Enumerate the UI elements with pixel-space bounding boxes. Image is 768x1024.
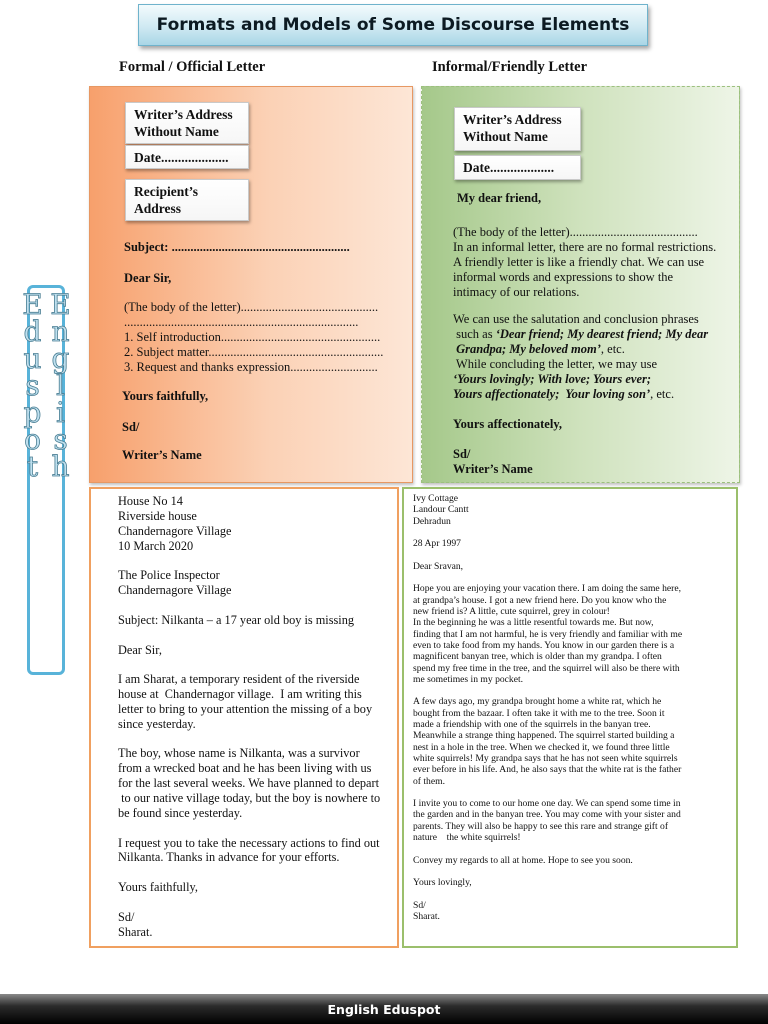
letter-line: bought from the bazaar. I often take it with me to the tree. Soon it [413, 707, 665, 719]
informal-body-line: informal words and expressions to show the [453, 270, 674, 284]
letter-line: Dear Sir, [118, 642, 162, 657]
letter-line: Landour Cantt [413, 504, 469, 516]
letter-line: parents. They will also be happy to see this rare and strange gift of [413, 820, 669, 832]
date-box [125, 145, 249, 169]
footer-text: English Eduspot [327, 1001, 441, 1017]
phrase-line [453, 342, 625, 357]
formal-body-line: (The body of the letter)............................................ [124, 300, 379, 314]
page-title: Formats and Models of Some Discourse Elements [156, 15, 630, 35]
letter-line: letter to bring to your attention the missing of a boy [118, 701, 373, 716]
letter-line: be found since yesterday. [118, 805, 243, 820]
letter-line: house at Chandernagor village. I am writing this [118, 687, 362, 702]
recipient-address-line-1: Recipient’s [134, 184, 198, 199]
salutation-examples: ‘Dear friend; My dearest friend; My dear [495, 327, 709, 341]
letter-line: even to take food from my hands. You know in our garden there is a [413, 639, 675, 651]
writer-address-line-2: Without Name [463, 129, 548, 144]
letter-line: Chandernagore Village [118, 523, 232, 538]
letter-line: from a wrecked boat and he has been living with us [118, 761, 372, 776]
letter-line: magnificent banyan tree, which is older than my grandpa. I often [413, 651, 662, 663]
informal-column-heading: Informal/Friendly Letter [432, 59, 588, 75]
writer-address-line-2: Without Name [134, 124, 219, 139]
formal-sd: Sd/ [122, 420, 140, 434]
page-title-banner [138, 4, 648, 46]
informal-closing: Yours affectionately, [453, 417, 563, 431]
letter-line: A few days ago, my grandpa brought home a white rat, which he [413, 696, 662, 708]
letter-line: Sd/ [118, 909, 135, 924]
letter-line: of them. [413, 775, 445, 787]
formal-list-item: 2. Subject matter........................................................ [124, 345, 384, 359]
writer-address-box [125, 102, 249, 144]
formal-format-panel [89, 86, 413, 483]
letter-line: new friend is? A little, cute squirrel, grey in colour! [413, 606, 610, 617]
letter-line: Dear Sravan, [413, 560, 464, 572]
letter-line: white squirrels! My grandpa says that he has not seen white squirrels [413, 752, 678, 764]
letter-line: Chandernagore Village [118, 583, 232, 598]
informal-greeting: My dear friend, [457, 191, 542, 205]
letter-line: Meanwhile a strange thing happened. The squirrel started building a [413, 730, 675, 742]
letter-line: I request you to take the necessary actions to find out [118, 835, 380, 850]
letter-line: Sd/ [413, 899, 426, 911]
letter-line: nest in a hole in the tree. When we checked it, we found three little [413, 741, 670, 753]
phrase-text: , etc. [600, 342, 625, 356]
letter-line: Convey my regards to all at home. Hope to see you soon. [413, 854, 633, 866]
letter-line: I invite you to come to our home one day. We can spend some time in [413, 798, 681, 810]
letter-line: Riverside house [118, 508, 197, 523]
letter-line: made a friendship with one of the squirrels in the banyan tree. [413, 719, 651, 730]
side-label-box [16, 285, 77, 675]
footer-bar [0, 994, 768, 1024]
writer-address-line-1: Writer’s Address [463, 112, 562, 127]
informal-body-line: In an informal letter, there are no formal restrictions. [453, 240, 717, 254]
letter-line: to our native village today, but the boy is nowhere to [118, 791, 381, 805]
formal-list-item: 3. Request and thanks expression............................ [124, 360, 378, 374]
date-label: Date................... [463, 160, 555, 175]
letter-line: 10 March 2020 [118, 538, 194, 553]
letter-line: Yours lovingly, [413, 877, 472, 889]
formal-writer-name: Writer’s Name [122, 448, 202, 462]
formal-list-item: 1. Self introduction................................................... [124, 330, 381, 344]
letter-line: Hope you are enjoying your vacation there. I am doing the same here, [413, 583, 681, 595]
phrase-text: While concluding the letter, we may use [453, 357, 658, 371]
letter-line: since yesterday. [118, 716, 196, 731]
letter-line: House No 14 [118, 494, 183, 508]
phrase-text: such as [453, 327, 496, 341]
letter-line: Nilkanta. Thanks in advance for your efforts. [118, 850, 340, 865]
informal-sd: Sd/ [453, 447, 471, 461]
informal-format-panel [421, 86, 740, 483]
formal-dots-line: ........................................................................... [124, 315, 359, 329]
subject-line: Subject: ......................................................... [124, 240, 350, 254]
informal-letter-sample [402, 487, 738, 948]
letter-line: I am Sharat, a temporary resident of the riverside [118, 672, 360, 687]
letter-line: spend my free time in the tree, and the squirrel will also be there with [413, 662, 680, 674]
informal-body-line: (The body of the letter)......................................... [453, 225, 698, 239]
formal-greeting: Dear Sir, [124, 271, 172, 285]
formal-column-heading: Formal / Official Letter [119, 59, 266, 75]
letter-line: Sharat. [413, 911, 440, 923]
informal-writer-name: Writer’s Name [453, 462, 533, 476]
letter-line: Ivy Cottage [413, 493, 459, 504]
letter-line: In the beginning he was a little resentful towards me. But now, [413, 617, 654, 629]
letter-line: 28 Apr 1997 [413, 538, 461, 550]
letter-line: finding that I am not harmful, he is very friendly and familiar with me [413, 628, 683, 640]
phrase-line [453, 327, 708, 342]
phrase-intro: We can use the salutation and conclusion phrases [453, 312, 699, 326]
letter-line: nature the white squirrels! [413, 832, 521, 843]
letter-line: at grandpa’s house. I got a new friend here. Do you know who the [413, 594, 667, 606]
writer-address-line-1: Writer’s Address [134, 107, 233, 122]
date-label: Date.................... [134, 150, 229, 165]
side-label: English Eduspot [16, 288, 77, 477]
phrase-text: , etc. [650, 387, 675, 401]
recipient-address-line-2: Address [134, 201, 182, 216]
phrase-line [453, 387, 674, 402]
informal-body-line: A friendly letter is like a friendly chat. We can use [453, 255, 705, 269]
date-box [454, 155, 581, 180]
letter-line: for the last several weeks. We have planned to depart [118, 776, 380, 791]
letter-line: The Police Inspector [118, 568, 220, 583]
writer-address-box [454, 107, 581, 151]
letter-line: Sharat. [118, 924, 153, 939]
formal-closing: Yours faithfully, [122, 389, 209, 403]
letter-line: Dehradun [413, 515, 451, 527]
letter-line: me sometimes in my pocket. [413, 673, 524, 685]
salutation-examples: Grandpa; My beloved mom’ [453, 342, 601, 356]
letter-line: Yours faithfully, [118, 880, 198, 895]
recipient-address-box [125, 179, 249, 221]
letter-line: The boy, whose name is Nilkanta, was a survivor [118, 746, 360, 761]
informal-body-line: intimacy of our relations. [453, 285, 580, 299]
letter-line: ever before in his life. And, he also says that the white rat is the father [413, 764, 682, 776]
closing-examples: ‘Yours lovingly; With love; Yours ever; [453, 372, 652, 386]
letter-line: Subject: Nilkanta – a 17 year old boy is missing [118, 612, 355, 627]
closing-examples: Yours affectionately; Your loving son’ [453, 387, 651, 401]
formal-letter-sample [89, 487, 399, 948]
letter-line: the garden and in the banyan tree. You may come with your sister and [413, 809, 681, 821]
